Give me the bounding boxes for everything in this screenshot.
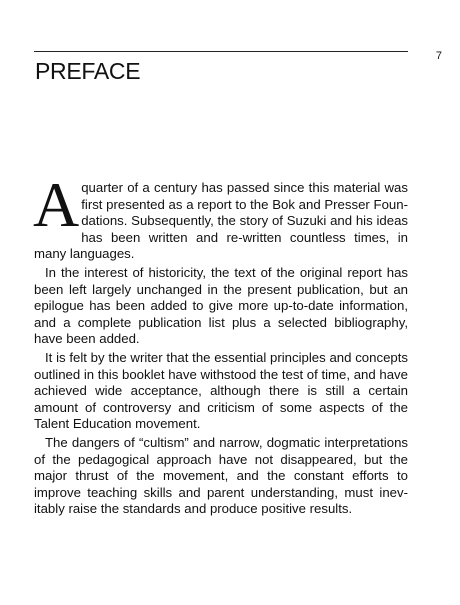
header-rule bbox=[34, 51, 408, 52]
paragraph-2: In the interest of historicity, the text of the original report has been left largely unchanged in the present publication, but an epilogue has been added to give more up-to-date information, and a complete publication list plus a selected bibliography, have been added. bbox=[34, 264, 408, 347]
page-number: 7 bbox=[435, 50, 442, 62]
paragraph-4: The dangers of “cultism” and narrow, dogmatic interpretations of the pedagogical approach have not disappeared, but the major thrust of the movement, and the constant efforts to improve teaching skills and parent understanding, must inevitably raise the standards and produce positive results. bbox=[34, 434, 408, 517]
paragraph-1 bbox=[33, 169, 408, 263]
drop-cap: A bbox=[33, 169, 80, 240]
page-title: PREFACE bbox=[35, 58, 141, 84]
paragraph-3: It is felt by the writer that the essential principles and concepts outlined in this booklet have withstood the test of time, and have achieved wide acceptance, although there is still a certain amount of controversy and criticism of some aspects of the Talent Education movement. bbox=[34, 349, 408, 432]
paragraph-1-text: quarter of a century has passed since this material was first presented as a report to the Bok and Presser Foundations. Subsequently, the story of Suzuki and his ideas has been written and re-written countless times, in many languages. bbox=[34, 180, 408, 262]
preface-body bbox=[33, 169, 408, 520]
